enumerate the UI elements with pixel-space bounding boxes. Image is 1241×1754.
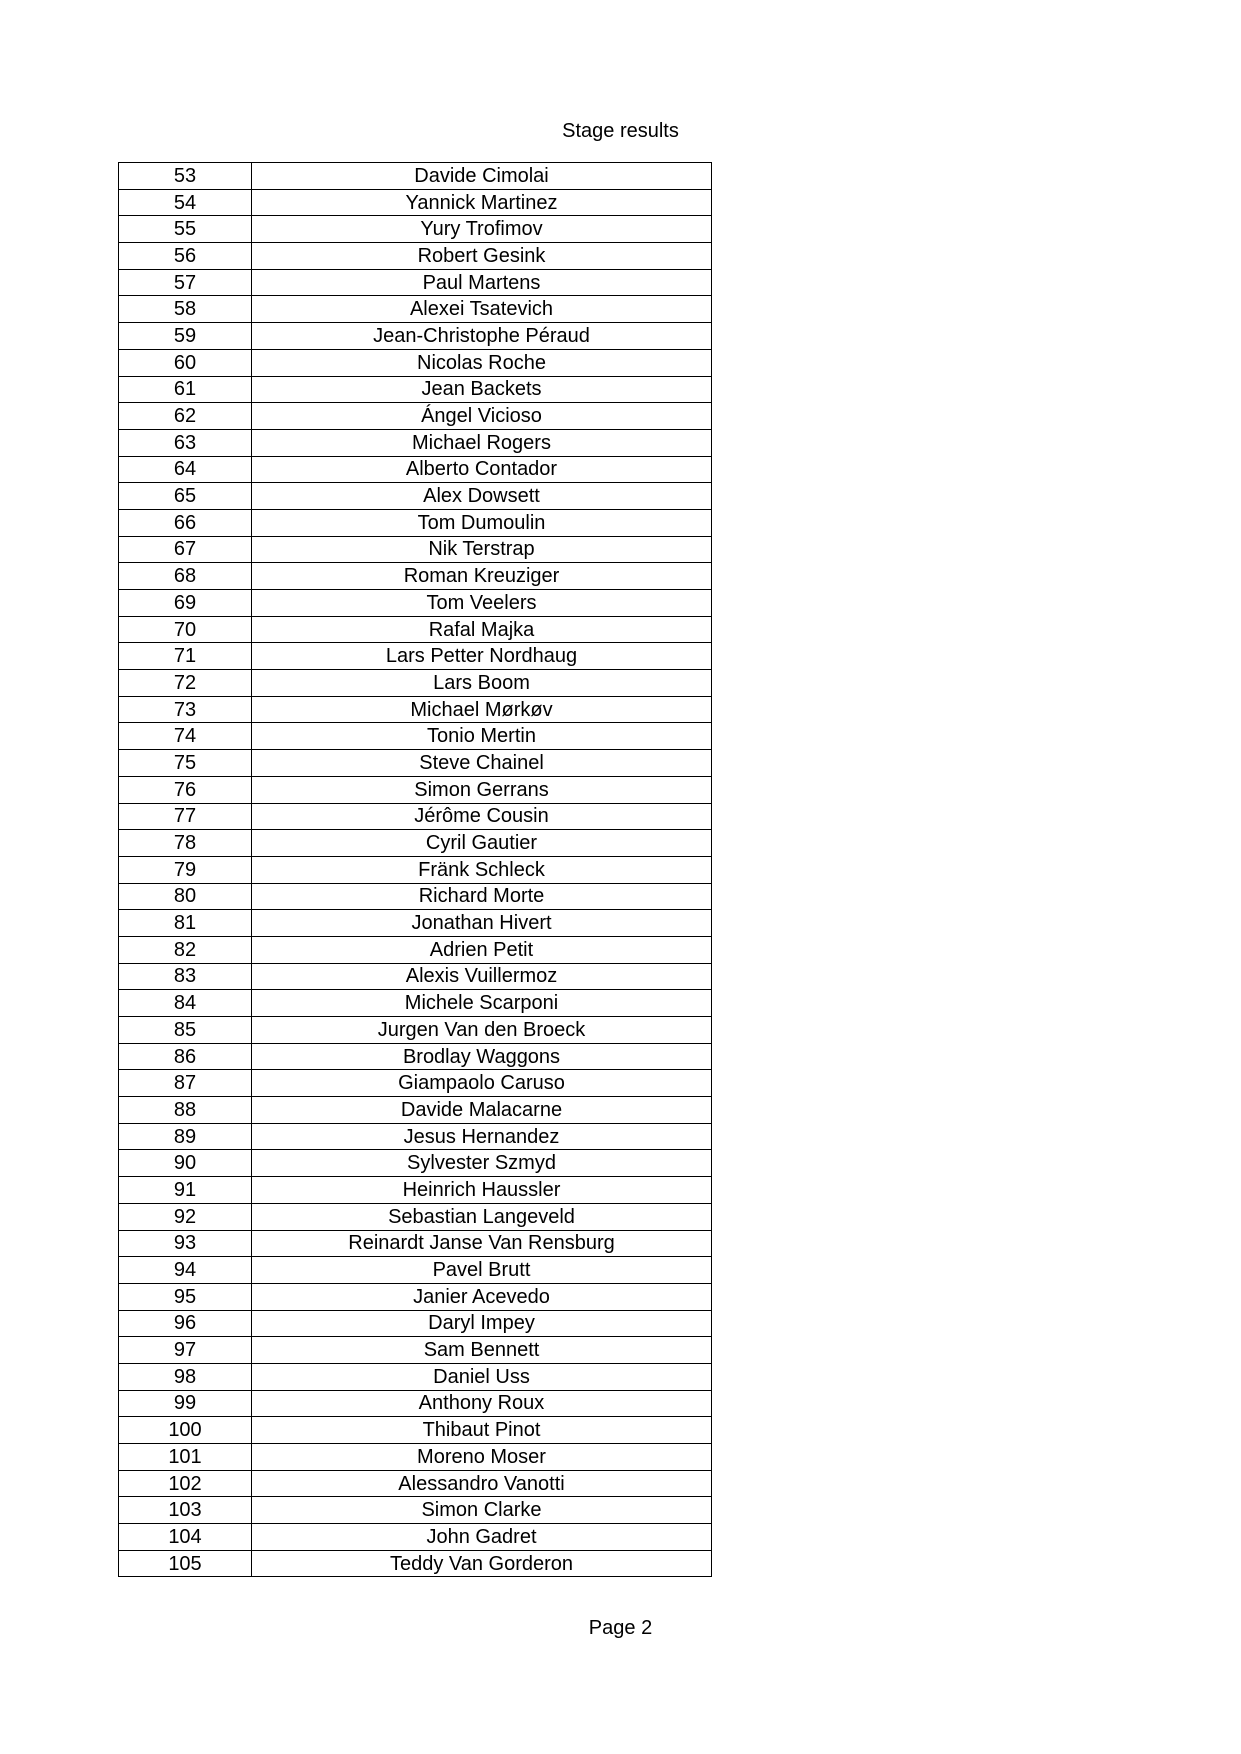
rider-name-cell: Daniel Uss [252, 1363, 712, 1390]
table-row [119, 1417, 712, 1444]
table-row [119, 1550, 712, 1577]
rider-name-cell: Sam Bennett [252, 1337, 712, 1364]
table-row [119, 1390, 712, 1417]
position-cell: 103 [119, 1497, 252, 1524]
position-cell: 69 [119, 590, 252, 617]
rider-name-cell: Simon Clarke [252, 1497, 712, 1524]
position-cell: 67 [119, 536, 252, 563]
table-row [119, 1363, 712, 1390]
position-cell: 61 [119, 376, 252, 403]
position-cell: 81 [119, 910, 252, 937]
position-cell: 105 [119, 1550, 252, 1577]
table-row [119, 1310, 712, 1337]
rider-name-cell: Heinrich Haussler [252, 1177, 712, 1204]
table-row [119, 1337, 712, 1364]
table-row [119, 536, 712, 563]
table-row [119, 1470, 712, 1497]
position-cell: 82 [119, 936, 252, 963]
table-row [119, 376, 712, 403]
rider-name-cell: Daryl Impey [252, 1310, 712, 1337]
table-row [119, 269, 712, 296]
position-cell: 99 [119, 1390, 252, 1417]
position-cell: 63 [119, 429, 252, 456]
rider-name-cell: Richard Morte [252, 883, 712, 910]
position-cell: 86 [119, 1043, 252, 1070]
position-cell: 77 [119, 803, 252, 830]
table-row [119, 323, 712, 350]
position-cell: 90 [119, 1150, 252, 1177]
table-row [119, 296, 712, 323]
rider-name-cell: Lars Petter Nordhaug [252, 643, 712, 670]
position-cell: 64 [119, 456, 252, 483]
rider-name-cell: Janier Acevedo [252, 1283, 712, 1310]
rider-name-cell: Tom Veelers [252, 590, 712, 617]
table-row [119, 616, 712, 643]
rider-name-cell: Michael Rogers [252, 429, 712, 456]
position-cell: 53 [119, 163, 252, 190]
rider-name-cell: Thibaut Pinot [252, 1417, 712, 1444]
rider-name-cell: Giampaolo Caruso [252, 1070, 712, 1097]
table-row [119, 509, 712, 536]
table-row [119, 403, 712, 430]
rider-name-cell: Fränk Schleck [252, 856, 712, 883]
position-cell: 91 [119, 1177, 252, 1204]
stage-results-table [118, 162, 712, 1577]
table-row [119, 803, 712, 830]
position-cell: 100 [119, 1417, 252, 1444]
table-row [119, 1497, 712, 1524]
rider-name-cell: Lars Boom [252, 670, 712, 697]
table-row [119, 349, 712, 376]
rider-name-cell: Pavel Brutt [252, 1257, 712, 1284]
position-cell: 68 [119, 563, 252, 590]
table-row [119, 216, 712, 243]
table-row [119, 936, 712, 963]
page-number: Page 2 [588, 1617, 653, 1639]
position-cell: 93 [119, 1230, 252, 1257]
table-row [119, 1283, 712, 1310]
position-cell: 94 [119, 1257, 252, 1284]
rider-name-cell: Anthony Roux [252, 1390, 712, 1417]
rider-name-cell: Jean Backets [252, 376, 712, 403]
table-row [119, 1257, 712, 1284]
position-cell: 96 [119, 1310, 252, 1337]
rider-name-cell: Teddy Van Gorderon [252, 1550, 712, 1577]
rider-name-cell: Davide Malacarne [252, 1097, 712, 1124]
position-cell: 85 [119, 1017, 252, 1044]
position-cell: 83 [119, 963, 252, 990]
position-cell: 66 [119, 509, 252, 536]
position-cell: 62 [119, 403, 252, 430]
table-row [119, 1177, 712, 1204]
rider-name-cell: Ángel Vicioso [252, 403, 712, 430]
table-row [119, 856, 712, 883]
position-cell: 73 [119, 696, 252, 723]
table-row [119, 776, 712, 803]
rider-name-cell: Moreno Moser [252, 1444, 712, 1471]
position-cell: 95 [119, 1283, 252, 1310]
position-cell: 55 [119, 216, 252, 243]
table-row [119, 456, 712, 483]
rider-name-cell: Adrien Petit [252, 936, 712, 963]
rider-name-cell: Paul Martens [252, 269, 712, 296]
position-cell: 87 [119, 1070, 252, 1097]
rider-name-cell: Jesus Hernandez [252, 1123, 712, 1150]
position-cell: 58 [119, 296, 252, 323]
rider-name-cell: Davide Cimolai [252, 163, 712, 190]
table-row [119, 670, 712, 697]
table-row [119, 1230, 712, 1257]
table-row [119, 696, 712, 723]
table-row [119, 429, 712, 456]
rider-name-cell: Roman Kreuziger [252, 563, 712, 590]
table-row [119, 963, 712, 990]
position-cell: 56 [119, 243, 252, 270]
position-cell: 74 [119, 723, 252, 750]
rider-name-cell: Nik Terstrap [252, 536, 712, 563]
position-cell: 104 [119, 1524, 252, 1551]
position-cell: 71 [119, 643, 252, 670]
rider-name-cell: Nicolas Roche [252, 349, 712, 376]
table-row [119, 163, 712, 190]
position-cell: 59 [119, 323, 252, 350]
position-cell: 88 [119, 1097, 252, 1124]
page-footer [0, 1616, 1241, 1640]
rider-name-cell: Sebastian Langeveld [252, 1203, 712, 1230]
rider-name-cell: Jonathan Hivert [252, 910, 712, 937]
rider-name-cell: Alessandro Vanotti [252, 1470, 712, 1497]
rider-name-cell: Simon Gerrans [252, 776, 712, 803]
position-cell: 80 [119, 883, 252, 910]
table-row [119, 1123, 712, 1150]
table-row [119, 910, 712, 937]
table-row [119, 189, 712, 216]
table-row [119, 643, 712, 670]
table-row [119, 243, 712, 270]
table-row [119, 1444, 712, 1471]
position-cell: 54 [119, 189, 252, 216]
rider-name-cell: Robert Gesink [252, 243, 712, 270]
position-cell: 89 [119, 1123, 252, 1150]
position-cell: 70 [119, 616, 252, 643]
table-row [119, 563, 712, 590]
table-row [119, 1150, 712, 1177]
table-row [119, 990, 712, 1017]
position-cell: 72 [119, 670, 252, 697]
position-cell: 84 [119, 990, 252, 1017]
table-row [119, 883, 712, 910]
position-cell: 98 [119, 1363, 252, 1390]
rider-name-cell: Alberto Contador [252, 456, 712, 483]
rider-name-cell: Michael Mørkøv [252, 696, 712, 723]
rider-name-cell: John Gadret [252, 1524, 712, 1551]
rider-name-cell: Jean-Christophe Péraud [252, 323, 712, 350]
position-cell: 92 [119, 1203, 252, 1230]
position-cell: 76 [119, 776, 252, 803]
page-header [0, 119, 1241, 143]
position-cell: 75 [119, 750, 252, 777]
rider-name-cell: Jurgen Van den Broeck [252, 1017, 712, 1044]
position-cell: 78 [119, 830, 252, 857]
position-cell: 65 [119, 483, 252, 510]
table-row [119, 1043, 712, 1070]
rider-name-cell: Jérôme Cousin [252, 803, 712, 830]
table-row [119, 1097, 712, 1124]
rider-name-cell: Yannick Martinez [252, 189, 712, 216]
rider-name-cell: Yury Trofimov [252, 216, 712, 243]
table-row [119, 1070, 712, 1097]
rider-name-cell: Sylvester Szmyd [252, 1150, 712, 1177]
table-row [119, 590, 712, 617]
results-table-body [119, 163, 712, 1577]
rider-name-cell: Tom Dumoulin [252, 509, 712, 536]
table-row [119, 830, 712, 857]
position-cell: 60 [119, 349, 252, 376]
position-cell: 97 [119, 1337, 252, 1364]
rider-name-cell: Reinardt Janse Van Rensburg [252, 1230, 712, 1257]
table-row [119, 483, 712, 510]
page-title: Stage results [562, 120, 679, 142]
table-row [119, 1524, 712, 1551]
rider-name-cell: Rafal Majka [252, 616, 712, 643]
rider-name-cell: Cyril Gautier [252, 830, 712, 857]
rider-name-cell: Tonio Mertin [252, 723, 712, 750]
table-row [119, 1017, 712, 1044]
table-row [119, 750, 712, 777]
rider-name-cell: Brodlay Waggons [252, 1043, 712, 1070]
rider-name-cell: Alexis Vuillermoz [252, 963, 712, 990]
rider-name-cell: Alexei Tsatevich [252, 296, 712, 323]
rider-name-cell: Alex Dowsett [252, 483, 712, 510]
position-cell: 102 [119, 1470, 252, 1497]
table-row [119, 723, 712, 750]
rider-name-cell: Michele Scarponi [252, 990, 712, 1017]
position-cell: 79 [119, 856, 252, 883]
position-cell: 57 [119, 269, 252, 296]
table-row [119, 1203, 712, 1230]
position-cell: 101 [119, 1444, 252, 1471]
rider-name-cell: Steve Chainel [252, 750, 712, 777]
